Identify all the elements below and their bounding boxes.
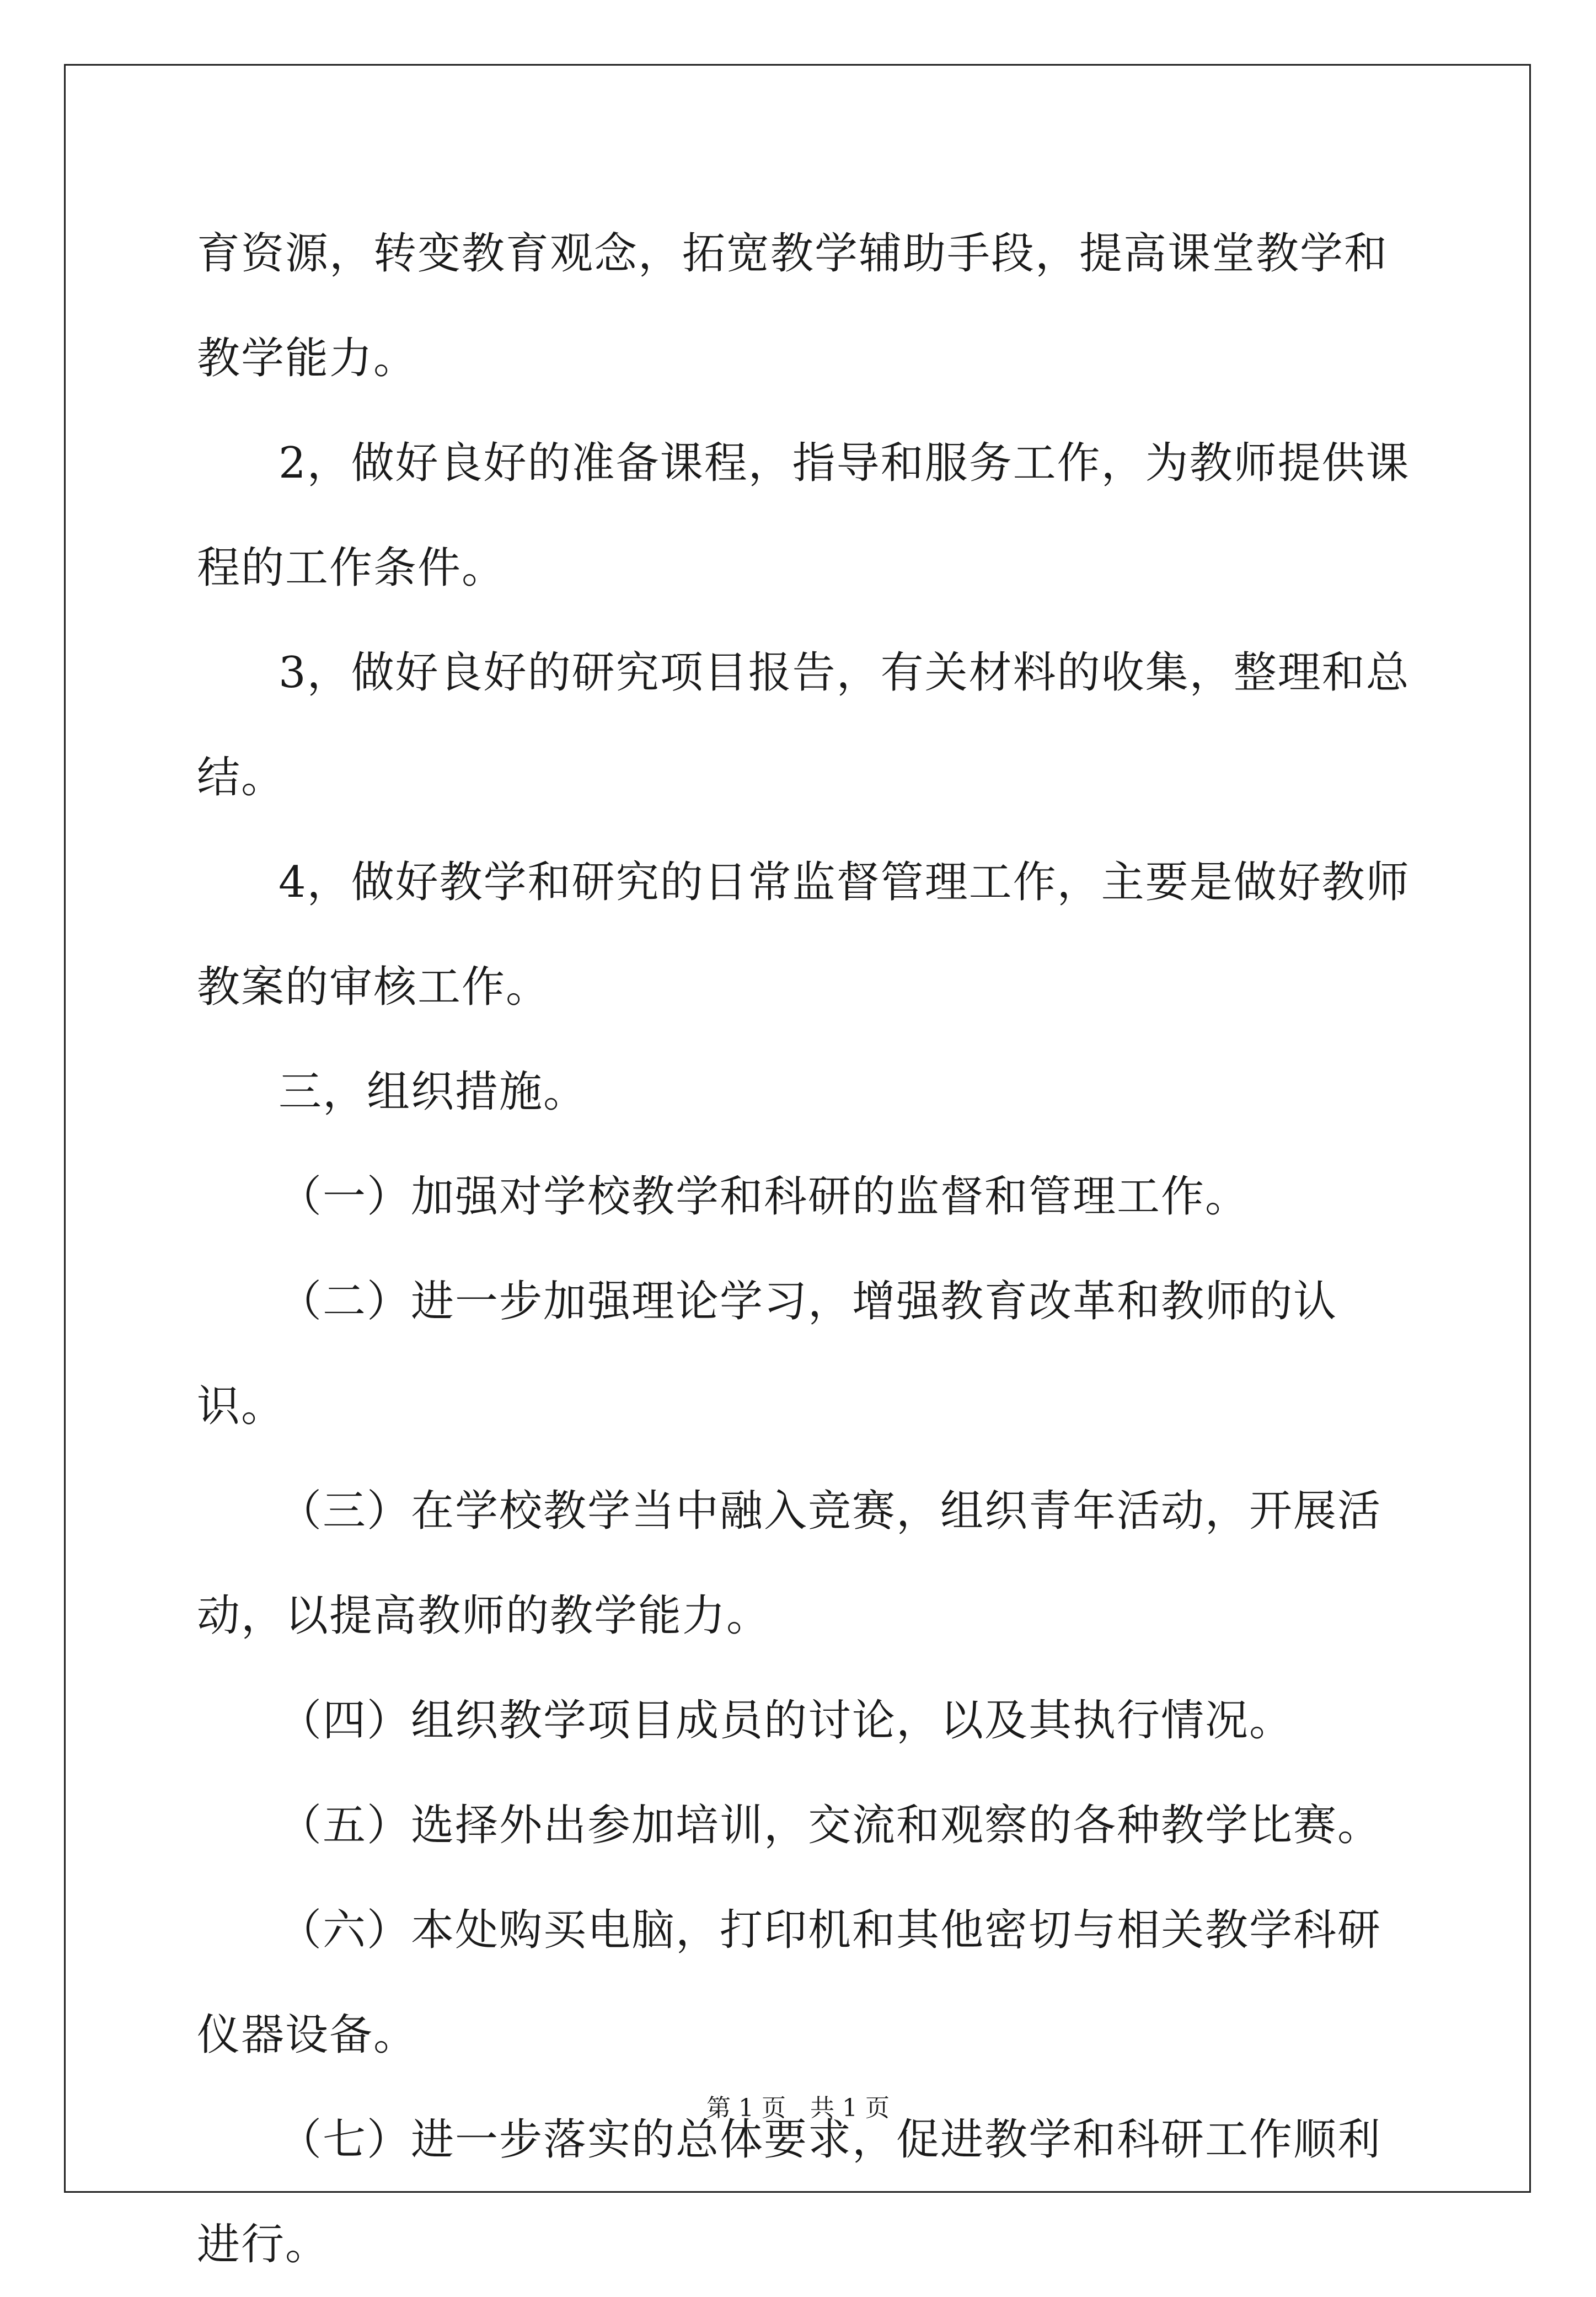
measure-item-2: （二）进一步加强理论学习，增强教育改革和教师的认识。 (197, 1277, 1338, 1431)
section-heading: 三，组织措施。 (279, 1067, 588, 1117)
paragraph-1: 育资源，转变教育观念，拓宽教学辅助手段，提高课堂教学和教学能力。 (197, 229, 1389, 383)
page-number-footer: 第 1 页 共 1 页 (706, 2094, 890, 2122)
measure-item-1: （一）加强对学校教学和科研的监督和管理工作。 (279, 1172, 1250, 1222)
measure-item-3: （三）在学校教学当中融入竞赛，组织青年活动，开展活动，以提高教师的教学能力。 (197, 1486, 1382, 1641)
measure-item-6: （六）本处购买电脑，打印机和其他密切与相关教学科研仪器设备。 (197, 1905, 1382, 2060)
measure-item-7: （七）进一步落实的总体要求，促进教学和科研工作顺利进行。 (197, 2115, 1382, 2269)
measure-item-5: （五）选择外出参加培训，交流和观察的各种教学比赛。 (279, 1801, 1382, 1850)
measure-item-4: （四）组织教学项目成员的讨论，以及其执行情况。 (279, 1696, 1294, 1745)
document-body (197, 201, 1410, 2297)
paragraph-3: 3，做好良好的研究项目报告，有关材料的收集，整理和总结。 (197, 648, 1410, 802)
paragraph-4: 4，做好教学和研究的日常监督管理工作，主要是做好教师教案的审核工作。 (197, 858, 1410, 1012)
paragraph-2: 2，做好良好的准备课程，指导和服务工作，为教师提供课程的工作条件。 (197, 438, 1410, 593)
